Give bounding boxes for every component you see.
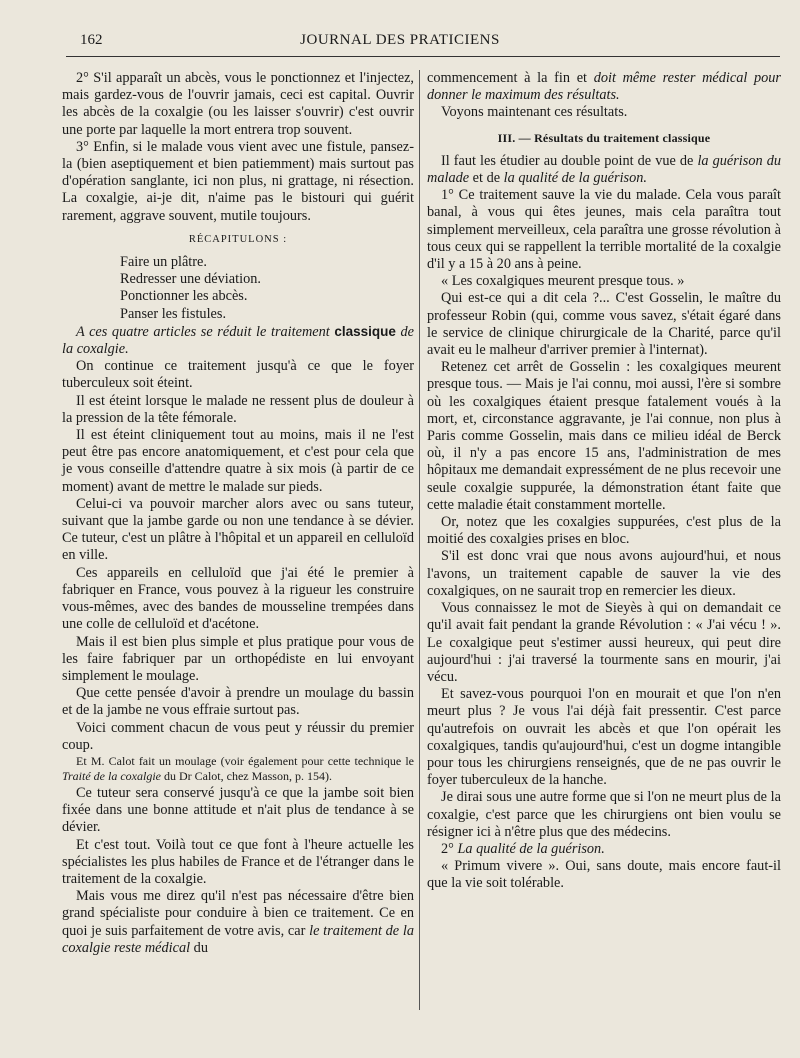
paragraph: Je dirai sous une autre forme que si l'on ne meurt plus de la coxalgie, c'est parce que les chirurgiens ont bien voulu se résigner ici à n'être plus que des médecins. [427, 789, 781, 840]
paragraph: Il est éteint lorsque le malade ne ressent plus de douleur à la pression de la tête fémorale. [62, 392, 414, 426]
paragraph [427, 70, 781, 104]
paragraph-emphasis: la guérison du malade [427, 152, 781, 187]
paragraph: « Primum vivere ». Oui, sans doute, mais encore faut-il que la vie soit tolérable. [427, 858, 781, 892]
paragraph: « Les coxalgiques meurent presque tous. » [441, 273, 685, 290]
journal-title: JOURNAL DES PRATICIENS [300, 32, 500, 48]
paragraph-emphasis: doit même rester médical pour donner le maximum des résultats. [427, 70, 781, 104]
paragraph: Vous connaissez le mot de Sieyès à qui on demandait ce qu'il avait fait pendant la grande Révolution : « J'ai vécu ! ». Le coxalgique peut s'estimer aussi heureux, qui peut dire aujourd'hui : j'ai traversé la tourmente sans en mourir, j'ai vécu. [427, 600, 781, 685]
paragraph-text: 2° [441, 840, 454, 857]
paragraph-emphasis: la qualité de la guérison. [503, 170, 647, 187]
paragraph: Il est éteint cliniquement tout au moins, mais il ne l'est peut être pas encore anatomiquement, et c'est pour cela que je vous conseille d'attendre quatre à six mois (à partir de ce moment) avant de mettre le malade sur pieds. [62, 427, 414, 495]
note-text: Et M. Calot fait un moulage (voir également pour cette technique le [76, 753, 414, 768]
paragraph: Or, notez que les coxalgies suppurées, c'est plus de la moitié des coxalgies prises en bloc. [427, 514, 781, 548]
paragraph: Et savez-vous pourquoi l'on en mourait et que l'on n'en meurt plus ? Je vous l'ai déjà fait pressentir. C'est parce qu'autrefois on ouvrait les abcès et que l'on opérait les coxalgiques, tandis qu'aujourd'hui, c'est un dogme intangible pour tous les chirurgiens renseignés, que de ne pas ouvrir le foyer tuberculeux de la hanche. [427, 686, 781, 789]
paragraph: Voyons maintenant ces résultats. [441, 104, 628, 121]
paragraph: Ces appareils en celluloïd que j'ai été le premier à fabriquer en France, vous pouvez à la rigueur les construire vous-mêmes, avec des bandes de mousseline trempées dans une colle de celluloïd et d'acétone. [62, 564, 414, 633]
header-rule [66, 56, 780, 57]
page-header [0, 28, 800, 54]
left-column [62, 70, 414, 957]
paragraph: On continue ce traitement jusqu'à ce que le foyer tuberculeux soit éteint. [62, 358, 414, 392]
note-text: du Dr Calot, chez Masson, p. 154). [163, 769, 332, 784]
recap-item: Redresser une déviation. [120, 271, 261, 288]
paragraph: Ce tuteur sera conservé jusqu'à ce que la jambe soit bien fixée dans une bonne attitude et n'ait plus de tendance à se dévier. [62, 784, 414, 836]
note-book-title: Traité de la coxalgie [62, 769, 161, 784]
recap-item: Faire un plâtre. [120, 254, 207, 271]
paragraph: Qui est-ce qui a dit cela ?... C'est Gosselin, le maître du professeur Robin (qui, comme vous savez, s'était égaré dans le service de clinique chirurgicale de la Charité, parce qu'il avait eu le malheur d'arriver premier à l'internat). [427, 290, 781, 359]
paragraph: Et c'est tout. Voilà tout ce que font à l'heure actuelle les spécialistes les plus habiles de France et de l'étranger dans le traitement de la coxalgie. [62, 836, 414, 887]
paragraph-emphasis: La qualité de la guérison. [457, 840, 605, 857]
paragraph-text: du [193, 939, 208, 956]
page-number: 162 [80, 32, 103, 48]
recap-list [120, 254, 414, 323]
column-divider [419, 70, 420, 1010]
paragraph [427, 153, 781, 187]
recap-item: Panser les fistules. [120, 305, 227, 322]
paragraph: Retenez cet arrêt de Gosselin : les coxalgiques meurent presque tous. — Mais je l'ai connu, moi aussi, l'ère si sombre où les coxalgiques étaient presque fatalement voués à la mort, et, circonstance aggravante, je l'ai connue, non plus à Paris comme Gosselin, mais dans ce milieu idéal de Berck où, il n'y a pas encore 15 ans, l'administration de mes hôpitaux me demandait expressément de ne plus recevoir une seule coxalgie suppurée, la démonstration étant faite que cette maladie était constamment mortelle. [427, 359, 781, 513]
paragraph-text: Mais vous me direz qu'il n'est pas nécessaire d'être bien grand spécialiste pour conduire à bien ce traitement. Ce en quoi je suis parfaitement de votre avis, car [62, 888, 414, 939]
note [62, 754, 414, 785]
paragraph: 3° Enfin, si le malade vous vient avec une fistule, pansez-la (bien aseptiquement et bien patiemment) mais surtout pas d'opération sanglante, ici non plus, ni grattage, ni résection. La coxalgie, ai-je dit, n'aime pas le bistouri qui guérit rarement, aggrave souvent, mutile toujours. [62, 138, 414, 224]
recap-conclusion [62, 323, 414, 358]
paragraph: 2° S'il apparaît un abcès, vous le ponctionnez et l'injectez, mais gardez-vous de l'ouvrir jamais, ceci est capital. Ouvrir les abcès de la coxalgie (ou les laisser s'ouvrir) c'est ouvrir une porte par laquelle la mort entrera trop souvent. [62, 70, 414, 138]
paragraph: S'il est donc vrai que nous avons aujourd'hui, et nous l'avons, un traitement capable de sauver la vie des coxalgiques, on ne saurait trop en remercier les dieux. [427, 548, 781, 599]
recap-conclusion-bold: classique [334, 323, 396, 339]
paragraph [62, 888, 414, 957]
recap-heading: RÉCAPITULONS : [188, 233, 288, 245]
paragraph-text: commencement à la fin et [427, 70, 588, 86]
paragraph: Que cette pensée d'avoir à prendre un moulage du bassin et de la jambe ne vous effraie surtout pas. [62, 685, 414, 719]
paragraph: Mais il est bien plus simple et plus pratique pour vous de les faire fabriquer par un orthopédiste en lui envoyant simplement le moulage. [62, 633, 414, 684]
paragraph [427, 841, 781, 858]
recap-conclusion-text: de la coxalgie. [62, 323, 415, 358]
paragraph: Celui-ci va pouvoir marcher alors avec ou sans tuteur, suivant que la jambe garde ou non une tendance à se dévier. Ce tuteur, c'est un plâtre à l'hôpital et un appareil en celluloïd en ville. [62, 495, 414, 564]
section-heading: III. — Résultats du traitement classique [497, 130, 711, 145]
right-column [427, 70, 781, 893]
paragraph: Voici comment chacun de vous peut y réussir du premier coup. [62, 719, 414, 753]
paragraph-emphasis: le traitement de la coxalgie reste médical [62, 922, 415, 956]
recap-conclusion-text: A ces quatre articles se réduit le traitement [76, 323, 330, 340]
paragraph-text: et de [472, 170, 501, 187]
paragraph: 1° Ce traitement sauve la vie du malade. Cela vous paraît banal, à vous qui êtes jeunes, mais cela paraîtra tout simplement merveilleux, cela paraîtra une grosse révolution à tous ceux qui se rappellent la terrible mortalité de la coxalgie d'il y a 15 à 20 ans à peine. [427, 187, 781, 273]
paragraph-text: Il faut les étudier au double point de vue de [441, 152, 694, 169]
recap-item: Ponctionner les abcès. [120, 288, 248, 305]
